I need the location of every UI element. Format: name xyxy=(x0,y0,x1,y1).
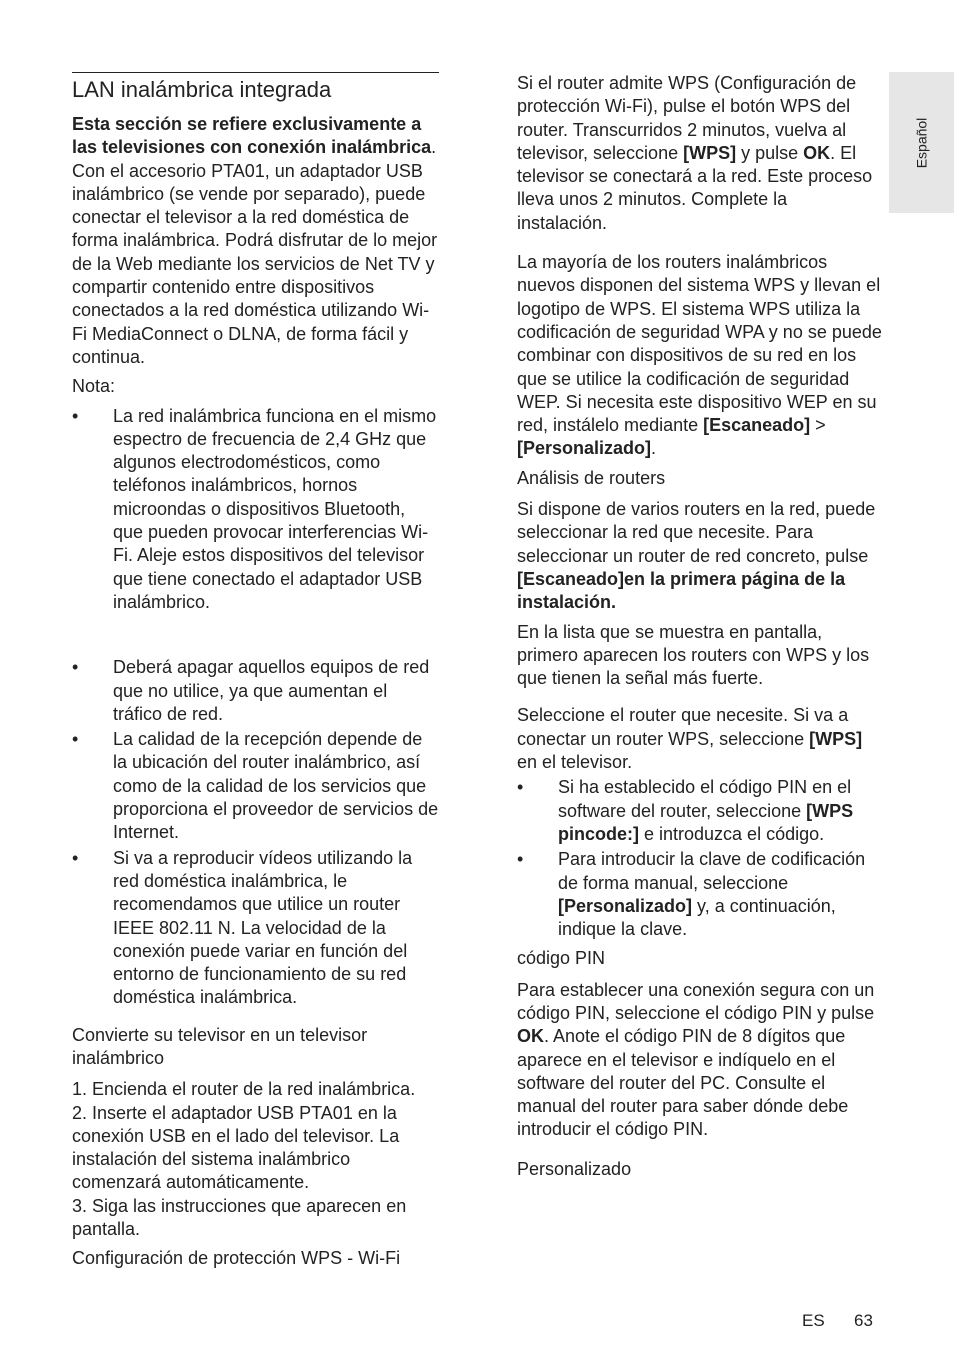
intro-paragraph xyxy=(72,113,439,369)
subheading-scan: Análisis de routers xyxy=(517,467,666,488)
intro-rest: . Con el accesorio PTA01, un adaptador USB inalámbrico (se vende por separado), puede conectar el televisor a la red doméstica de forma inalámbrica. Podrá disfrutar de lo mejor de la Web mediante los servicios de Net TV y compartir contenido entre dispositivos conectados a la red doméstica utilizando Wi-Fi MediaConnect o DLNA, de forma fácil y continua. xyxy=(72,137,438,367)
footer-language: ES xyxy=(802,1311,825,1330)
pin-paragraph: Para establecer una conexión segura con un código PIN, seleccione el código PIN y pulse OK. Anote el código PIN de 8 dígitos que aparece en el televisor e indíquelo en el software del router del PC. Consulte el manual del router para saber dónde debe introducir el código PIN. xyxy=(517,979,875,1140)
subheading-wps: Configuración de protección WPS - Wi-Fi xyxy=(72,1248,401,1269)
section-heading: LAN inalámbrica integrada xyxy=(72,72,439,103)
list-item: • Si ha establecido el código PIN en el software del router, seleccione [WPS pincode:] e introduzca el código. xyxy=(517,776,882,846)
scan-paragraph-3: Seleccione el router que necesite. Si va a conectar un router WPS, seleccione [WPS] en el televisor. xyxy=(517,705,863,773)
list-item: • Deberá apagar aquellos equipos de red que no utilice, ya que aumentan el tráfico de red. xyxy=(72,656,439,726)
note-label-text: Nota xyxy=(72,376,111,397)
subheading-custom: Personalizado xyxy=(517,1158,632,1179)
note-list-b xyxy=(72,656,439,1009)
list-item: • Si va a reproducir vídeos utilizando la red doméstica inalámbrica, le recomendamos que utilice un router IEEE 802.11 N. La velocidad de la conexión puede variar en función del entorno de funcionamiento de su red doméstica inalámbrica. xyxy=(72,847,439,1010)
right-column xyxy=(517,72,882,1189)
scan-paragraph-2: En la lista que se muestra en pantalla, primero aparecen los routers con WPS y los que tienen la señal más fuerte. xyxy=(517,621,870,689)
scan-list xyxy=(517,776,882,941)
list-item: • La red inalámbrica funciona en el mismo espectro de frecuencia de 2,4 GHz que algunos electrodomésticos, como teléfonos inalámbricos, hornos microondas o dispositivos Bluetooth, que pueden provocar interferencias Wi-Fi. Aleje estos dispositivos del televisor que tiene conectado el adaptador USB inalámbrico. xyxy=(72,405,439,615)
step-1: 1. Encienda el router de la red inalámbrica. xyxy=(72,1079,416,1100)
page-number: 63 xyxy=(854,1311,873,1330)
note-list-a xyxy=(72,405,439,615)
subheading-convert: Convierte su televisor en un televisor inalámbrico xyxy=(72,1024,368,1068)
step-2: 2. Inserte el adaptador USB PTA01 en la conexión USB en el lado del televisor. La instalación del sistema inalámbrico comenzará automáticamente. xyxy=(72,1102,400,1193)
subheading-pin: código PIN xyxy=(517,948,606,969)
list-item: • Para introducir la clave de codificación de forma manual, seleccione [Personalizado] y, a continuación, indique la clave. xyxy=(517,848,882,941)
language-tab-label: Español xyxy=(912,117,929,168)
step-3: 3. Siga las instrucciones que aparecen en pantalla. xyxy=(72,1195,407,1240)
intro-bold: Esta sección se refiere exclusivamente a las televisiones con conexión inalámbrica xyxy=(72,114,432,158)
note-colon: : xyxy=(110,376,116,397)
wps-paragraph-1: Si el router admite WPS (Configuración de protección Wi-Fi), pulse el botón WPS del router. Transcurridos 2 minutos, vuelva al televisor, seleccione [WPS] y pulse OK. El televisor se conectará a la red. Este proceso lleva unos 2 minutos. Complete la instalación. xyxy=(517,73,873,233)
wps-paragraph-2: La mayoría de los routers inalámbricos nuevos disponen del sistema WPS y llevan el logotipo de WPS. El sistema WPS utiliza la codificación de seguridad WPA y no se puede combinar con dispositivos de su red en los que se utilice la codificación de seguridad WEP. Si necesita este dispositivo WEP en su red, instálelo mediante [Escaneado] > [Personalizado]. xyxy=(517,252,882,459)
list-item: • La calidad de la recepción depende de la ubicación del router inalámbrico, así como de la calidad de los servicios que proporciona el proveedor de servicios de Internet. xyxy=(72,728,439,844)
language-tab xyxy=(889,72,954,213)
spacer xyxy=(72,616,439,656)
scan-paragraph-1: Si dispone de varios routers en la red, puede seleccionar la red que necesite. Para seleccionar un router de red concreto, pulse [Escaneado]en la primera página de la instalación. xyxy=(517,499,876,613)
left-column xyxy=(72,72,439,1279)
note-label xyxy=(72,375,439,398)
